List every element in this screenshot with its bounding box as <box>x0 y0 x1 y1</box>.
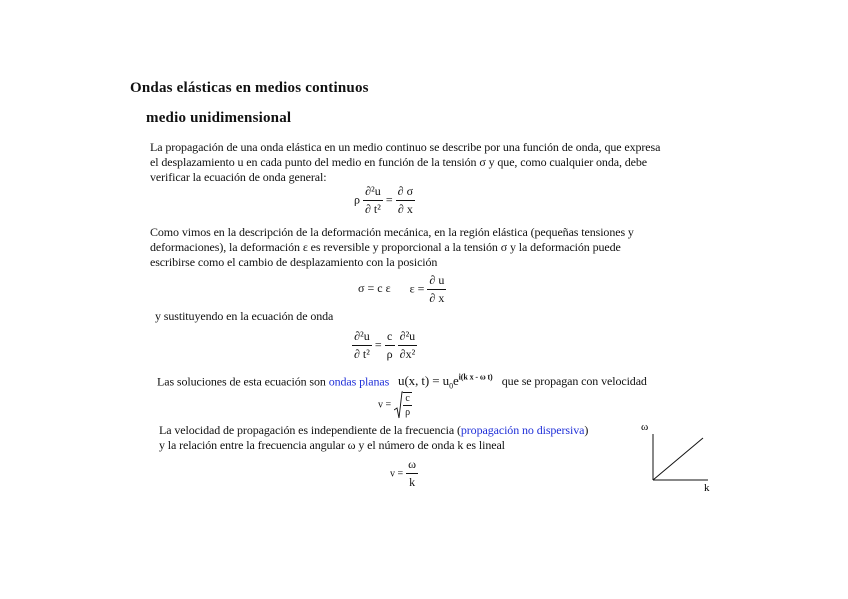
fraction-denominator: ∂ x <box>429 291 445 305</box>
paragraph-intro <box>150 140 660 185</box>
paragraph-line: verificar la ecuación de onda general: <box>150 170 327 184</box>
sqrt-fraction <box>403 392 412 418</box>
fraction-numerator: ∂²u <box>398 329 418 346</box>
paragraph-line: el desplazamiento u en cada punto del medio en función de la tensión σ y que, como cualquier onda, debe <box>150 155 647 169</box>
radical-sign-icon <box>394 390 403 420</box>
velocity-equation <box>378 390 412 420</box>
fraction-denominator: ∂ t² <box>365 202 381 216</box>
rho-symbol: ρ <box>354 192 360 207</box>
fraction-lhs <box>363 184 383 217</box>
paragraph-line: Como vimos en la descripción de la deformación mecánica, en la región elástica (pequeñas tensiones y <box>150 225 634 239</box>
fraction-numerator: ∂ u <box>427 273 446 290</box>
omega-k-fraction <box>406 457 418 490</box>
fraction-c-rho <box>385 329 395 362</box>
solutions-text: Las soluciones de esta ecuación son <box>157 374 326 389</box>
paragraph-line: deformaciones), la deformación ε es reversible y proporcional a la tensión σ y la deformación puede <box>150 240 621 254</box>
velocity-ratio-equation <box>390 457 418 490</box>
stress-relation: σ = c ε <box>358 281 391 296</box>
fraction-numerator: c <box>385 329 395 346</box>
fraction-numerator: ∂ σ <box>396 184 415 201</box>
plane-wave-formula <box>398 373 496 391</box>
fraction-denominator: ρ <box>405 407 411 418</box>
section-subtitle: medio unidimensional <box>146 110 292 126</box>
fraction-denominator: ρ <box>386 347 393 361</box>
plane-waves-link[interactable]: ondas planas <box>328 374 390 389</box>
fraction-numerator: ∂²u <box>352 329 372 346</box>
fraction-denominator: k <box>409 475 416 489</box>
velocity-label: v = <box>390 468 404 480</box>
fraction-rhs <box>396 184 415 217</box>
formula-base: u(x, t) = u <box>398 373 450 389</box>
paragraph-line: La propagación de una onda elástica en un medio continuo se describe por una función de onda, que expresa <box>150 140 661 154</box>
formula-e: e <box>452 373 459 389</box>
formula-subscript: 0 <box>449 381 453 391</box>
y-axis-label: ω <box>641 421 649 433</box>
formula-exponent: i(k x - ω t) <box>458 373 493 382</box>
square-root <box>394 390 412 420</box>
paragraph-line: y la relación entre la frecuencia angular ω y el número de onda k es lineal <box>159 438 505 452</box>
paragraph-substitution: y sustituyendo en la ecuación de onda <box>155 309 334 323</box>
dispersion-relation-chart <box>638 420 718 495</box>
series-line <box>653 438 703 480</box>
closing-paren: ) <box>584 423 589 437</box>
wave-equation-specific <box>352 329 417 362</box>
paragraph-line: escribirse como el cambio de desplazamiento con la posición <box>150 255 438 269</box>
propagation-text: que se propagan con velocidad <box>501 374 647 389</box>
fraction-lhs <box>352 329 372 362</box>
x-axis-label: k <box>704 482 710 494</box>
hooke-law-equation <box>358 273 446 306</box>
paragraph-deformation <box>150 225 634 270</box>
wave-equation-general <box>354 184 415 217</box>
fraction-denominator: ∂ t² <box>354 347 370 361</box>
paragraph-dispersion <box>159 423 588 453</box>
equals-sign: = <box>385 192 393 207</box>
fraction-rhs <box>398 329 418 362</box>
equals-sign: = <box>374 337 382 352</box>
fraction-numerator: ∂²u <box>363 184 383 201</box>
fraction-numerator: ω <box>406 457 418 474</box>
fraction-numerator: c <box>403 393 412 406</box>
strain-fraction <box>427 273 446 306</box>
fraction-denominator: ∂ x <box>397 202 413 216</box>
non-dispersive-link[interactable]: propagación no dispersiva <box>460 423 585 437</box>
fraction-denominator: ∂x² <box>399 347 416 361</box>
dispersion-text: La velocidad de propagación es independiente de la frecuencia ( <box>159 423 461 437</box>
page-title: Ondas elásticas en medios continuos <box>130 80 369 96</box>
paragraph-line <box>159 423 588 438</box>
velocity-label: v = <box>378 399 392 411</box>
strain-label: ε = <box>409 281 425 296</box>
